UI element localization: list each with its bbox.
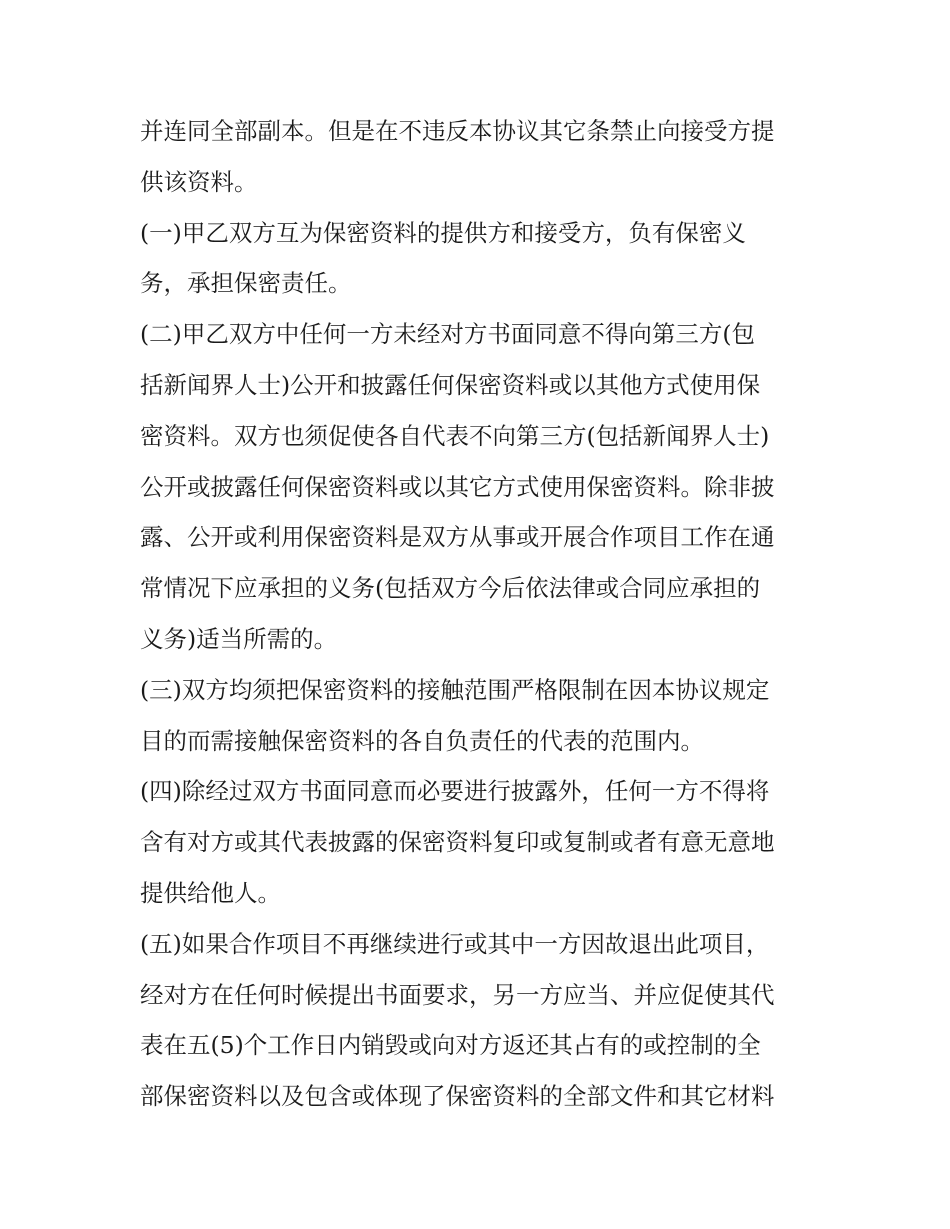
text-line: 供该资料。: [140, 167, 258, 196]
text-line: 经对方在任何时候提出书面要求，另一方应当、并应促使其代: [140, 980, 775, 1009]
text-line: 目的而需接触保密资料的各自负责任的代表的范围内。: [140, 726, 704, 755]
text-line: 露、公开或利用保密资料是双方从事或开展合作项目工作在通: [140, 523, 775, 552]
document-body: [140, 106, 820, 1122]
text-line: (三)双方均须把保密资料的接触范围严格限制在因本协议规定: [140, 675, 770, 704]
text-line: 括新闻界人士)公开和披露任何保密资料或以其他方式使用保: [140, 370, 761, 399]
text-line: 并连同全部副本。但是在不违反本协议其它条禁止向接受方提: [140, 117, 775, 145]
text-line: (一)甲乙双方互为保密资料的提供方和接受方，负有保密义: [140, 218, 746, 247]
text-line: 部保密资料以及包含或体现了保密资料的全部文件和其它材料: [140, 1082, 775, 1111]
text-line: 务，承担保密责任。: [140, 269, 352, 298]
text-line: 常情况下应承担的义务(包括双方今后依法律或合同应承担的: [140, 574, 761, 603]
text-line: 含有对方或其代表披露的保密资料复印或复制或者有意无意地: [140, 828, 775, 857]
text-line: 公开或披露任何保密资料或以其它方式使用保密资料。除非披: [140, 472, 775, 501]
text-line: 密资料。双方也须促使各自代表不向第三方(包括新闻界人士): [140, 421, 770, 450]
text-line: 提供给他人。: [140, 878, 281, 907]
text-line: (四)除经过双方书面同意而必要进行披露外，任何一方不得将: [140, 777, 770, 806]
text-line: 表在五(5)个工作日内销毁或向对方返还其占有的或控制的全: [140, 1031, 761, 1060]
text-line: 义务)适当所需的。: [140, 624, 338, 653]
text-line: (五)如果合作项目不再继续进行或其中一方因故退出此项目，: [140, 929, 770, 958]
text-line: (二)甲乙双方中任何一方未经对方书面同意不得向第三方(包: [140, 320, 756, 349]
